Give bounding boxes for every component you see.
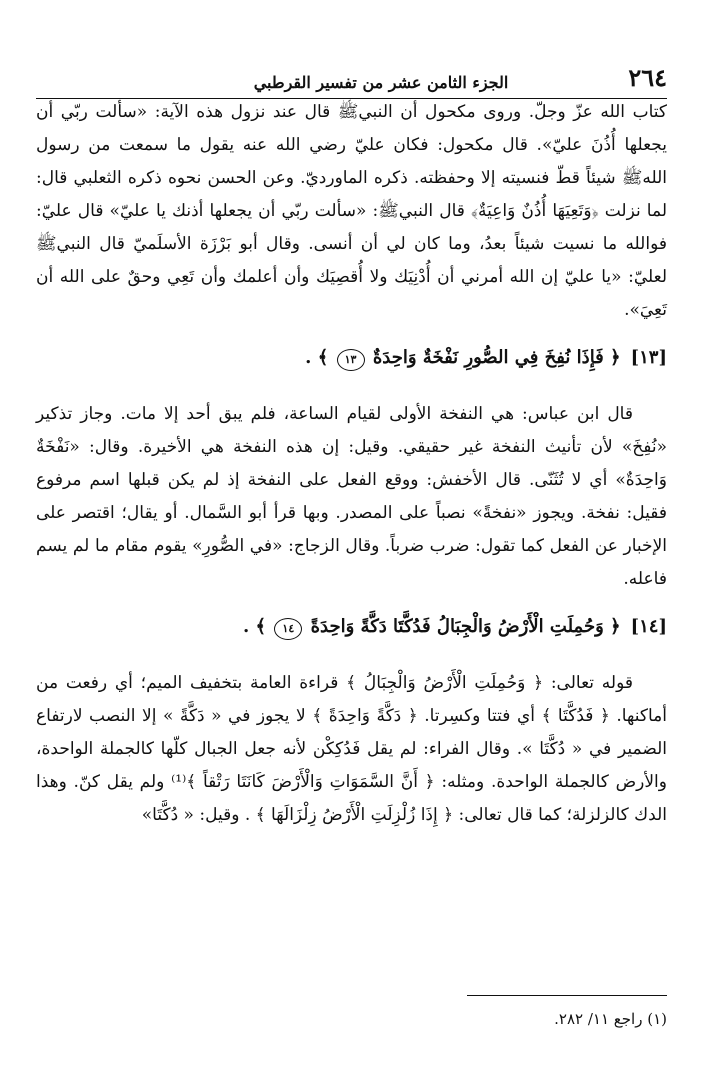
verse-heading-14 <box>36 610 667 643</box>
page-body <box>36 96 667 832</box>
verse-text <box>243 610 621 643</box>
footnote: (١) راجع ١١/ ٢٨٢. <box>554 1010 667 1028</box>
verse-number: [١٤] <box>630 616 667 637</box>
verse-text-body: ﴿ وَحُمِلَتِ الْأَرْضُ وَالْجِبَالُ فَدُكَّتَا دَكَّةً وَاحِدَةً <box>310 616 621 637</box>
page-header <box>36 52 667 99</box>
paragraph-commentary-14: قوله تعالى: ﴿ وَحُمِلَتِ الْأَرْضُ وَالْجِبَالُ ﴾ قراءة العامة بتخفيف الميم؛ أي رفعت من أماكنها. ﴿ فَدُكَّتَا ﴾ أي فتتا وكسِرتا. ﴿ دَكَّةً وَاحِدَةً ﴾ لا يجوز في « دَكَّةً » إلا النصب لارتفاع الضمير في « دُكَّتَا ». وقال الفراء: لم يقل فَدُكِكْن لأنه جعل الجبال كلّها كالجملة الواحدة، والأرض كالجملة الواحدة. ومثله: ﴿ أَنَّ السَّمَوَاتِ وَالْأَرْضَ كَانَتَا رَتْقاً ﴾⁽¹⁾ ولم يقل كنّ. وهذا الدك كالزلزلة؛ كما قال تعالى: ﴿ إِذَا زُلْزِلَتِ الْأَرْضُ زِلْزَالَهَا ﴾ . وقيل: « دُكَّتَا» <box>36 673 667 825</box>
verse-heading-13 <box>36 341 667 374</box>
paragraph-commentary-13: قال ابن عباس: هي النفخة الأولى لقيام الساعة، فلم يبق أحد إلا مات. وجاز تذكير «نُفِخَ» لأن تأنيث النفخة غير حقيقي. وقيل: إن هذه النفخة هي الأخيرة. وقال: «نَفْخَةٌ وَاحِدَةٌ» أي لا تُثَنّى. قال الأخفش: ووقع الفعل على النفخة إذ لم يكن قبلها اسم مرفوع فقيل: نفخة. ويجوز «نفخةً» نصباً على المصدر. وبها قرأ أبو السَّمال. أو يقال؛ اقتصر على الإخبار عن الفعل كما تقول: ضرب ضرباً. وقال الزجاج: «في الصُّورِ» يقوم مقام ما لم يسم فاعله. <box>36 404 667 589</box>
verse-text-end: ﴾ . <box>305 347 329 368</box>
paragraph-hadith: كتاب الله عزّ وجلّ. وروى مكحول أن النبيﷺ قال عند نزول هذه الآية: «سألت ربّي أن يجعلها أُذُنَ عليّ». قال مكحول: فكان عليّ رضي الله عنه يقول ما سمعت من رسول اللهﷺ شيئاً قطّ فنسيته إلا وحفظته. ذكره الماورديّ. وعن الحسن نحوه ذكره الثعلبي قال: لما نزلت ﴿وَتَعِيَهَا أُذُنٌ وَاعِيَةٌ﴾ قال النبيﷺ: «سألت ربّي أن يجعلها أذنك يا عليّ» قال عليّ: فوالله ما نسيت شيئاً بعدُ، وما كان لي أن أنسى. وقال أبو بَرْزَة الأسلَميّ قال النبيﷺ لعليّ: «يا عليّ إن الله أمرني أن أُدْنِيَك ولا أُقصِيَك وأن أعلمك وأن تَعِي وحقٌ على الله أن تَعِيَ». <box>36 102 667 320</box>
verse-text <box>305 341 620 374</box>
running-title: الجزء الثامن عشر من تفسير القرطبي <box>253 73 509 92</box>
verse-text-end: ﴾ . <box>242 616 267 637</box>
ayah-end-mark: ١٤ <box>274 618 302 640</box>
verse-number: [١٣] <box>630 347 667 368</box>
page-number: ٢٦٤ <box>628 63 667 92</box>
ayah-end-mark: ١٣ <box>337 349 365 371</box>
footnote-divider <box>467 995 667 996</box>
verse-text-body: ﴿ فَإِذَا نُفِخَ فِي الصُّورِ نَفْخَةٌ وَاحِدَةٌ <box>372 347 621 368</box>
